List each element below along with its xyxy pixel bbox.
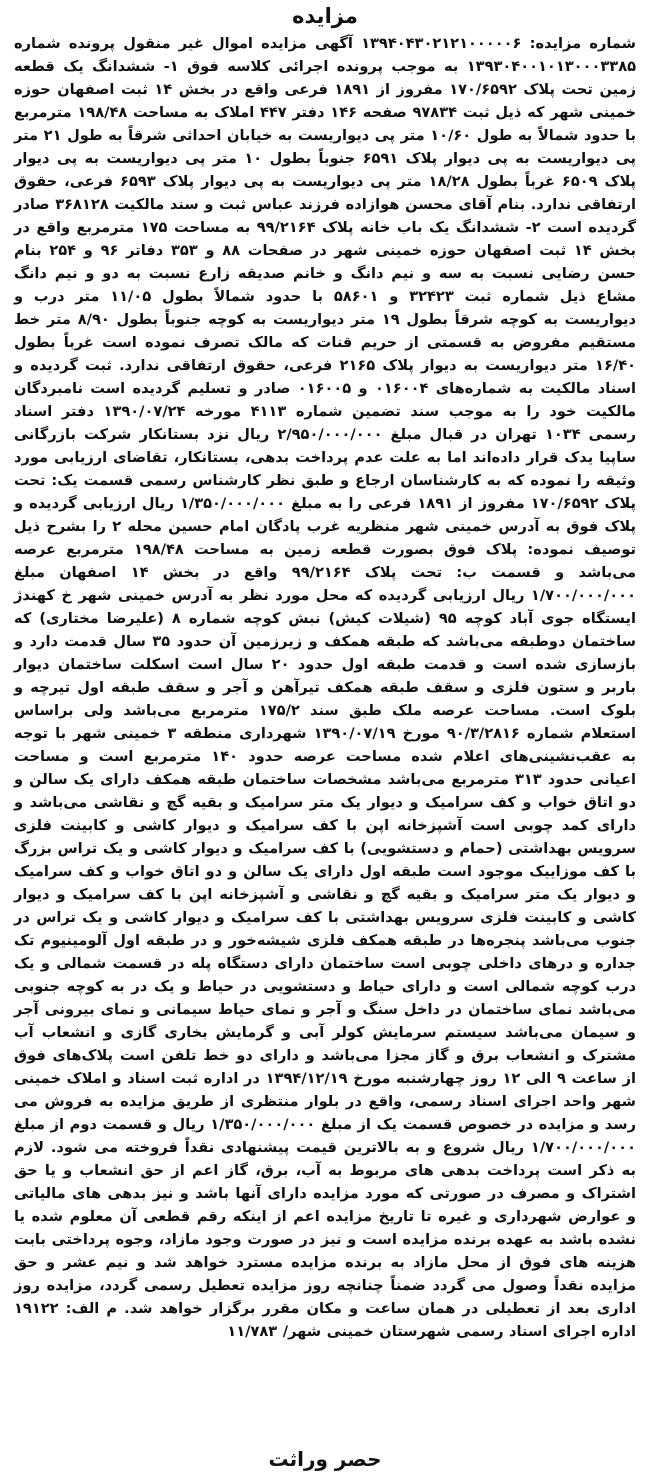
notice-title: مزایده — [292, 4, 358, 28]
next-notice-heading: حصر وراثت — [268, 1447, 382, 1471]
notice-body: شماره مزایده: ۱۳۹۴۰۴۳۰۲۱۲۱۰۰۰۰۰۶ آگهی مزایده اموال غیر منقول پرونده شماره ۱۳۹۳۰۴۰۰۱۰۱۳۰۰۰۳۳۸۵ به موجب پرونده اجرائی کلاسه فوق ۱- ششدانگ یک قطعه زمین تحت پلاک ۱۷۰/۶۵۹۲ مفروز از ۱۸۹۱ فرعی واقع در بخش ۱۴ ثبت اصفهان حوزه خمینی شهر که ذیل ثبت ۹۷۸۳۴ صفحه ۱۴۶ دفتر ۴۴۷ املاک به مساحت ۱۹۸/۴۸ مترمربع با حدود شمالاً به طول ۱۰/۶۰ متر پی دیواریست به خیابان احداثی شرقاً به طول ۲۱ متر پی دیواریست به پی دیوار پلاک ۶۵۹۱ جنوباً بطول ۱۰ متر پی دیواریست به پی دیوار پلاک ۶۵۰۹ غرباً بطول ۱۸/۲۸ متر پی دیواریست به پی دیوار پلاک ۶۵۹۳ فرعی، حقوق ارتفاقی ندارد. بنام آقای محسن هوازاده فرزند عباس ثبت و سند مالکیت ۳۶۸۱۲۸ صادر گردیده است ۲- ششدانگ یک باب خانه پلاک ۹۹/۲۱۶۴ به مساحت ۱۷۵ مترمربع واقع در بخش ۱۴ ثبت اصفهان حوزه خمینی شهر در صفحات ۸۸ و ۳۵۳ دفاتر ۹۶ و ۲۵۴ بنام حسن رضایی نسبت به سه و نیم دانگ و خانم صدیقه زارع نسبت به دو و نیم دانگ مشاع ذیل شماره ثبت ۳۲۴۲۳ و ۵۸۶۰۱ با حدود شمالاً بطول ۱۱/۰۵ متر درب و دیواریست به کوچه شرقاً بطول ۱۹ متر دیواریست به کوچه جنوباً بطول ۸/۹۰ متر خط مستقیم مفروض به قسمتی از حریم قنات که مالک تصرف نموده است غرباً بطول ۱۶/۴۰ متر دیواریست به دیوار پلاک ۲۱۶۵ فرعی، حقوق ارتفاقی ندارد. ثبت گردیده و اسناد مالکیت به شماره‌های ۰۱۶۰۰۴ و ۰۱۶۰۰۵ صادر و تسلیم گردیده است نامبردگان مالکیت خود را به موجب سند تضمین شماره ۴۱۱۳ مورخه ۱۳۹۰/۰۷/۲۴ دفتر اسناد رسمی ۱۰۳۴ تهران در قبال مبلغ ۲/۹۵۰/۰۰۰/۰۰۰ ریال نزد بستانکار شرکت بازرگانی ساپیا یدک قرار داده‌اند اما به علت عدم پرداخت بدهی، بستانکار، تقاضای ارزیابی مورد وثیقه را نموده که به کارشناسان ارجاع و طبق نظر کارشناس رسمی قسمت یک: تحت پلاک ۱۷۰/۶۵۹۲ مفروز از ۱۸۹۱ فرعی را به مبلغ ۱/۳۵۰/۰۰۰/۰۰۰ ریال ارزیابی گردیده و پلاک فوق به آدرس خمینی شهر منظریه غرب پادگان امام حسین محله ۲ را بشرح ذیل توصیف نموده: پلاک فوق بصورت قطعه زمین به مساحت ۱۹۸/۴۸ مترمربع عرصه می‌باشد و قسمت ب: تحت پلاک ۹۹/۲۱۶۴ واقع در بخش ۱۴ اصفهان مبلغ ۱/۷۰۰/۰۰۰/۰۰۰ ریال ارزیابی گردیده که محل مورد نظر به آدرس خمینی شهر خ کهندژ ایستگاه جوی آباد کوچه ۹۵ (شیلات کیش) نبش کوچه شماره ۸ (علیرضا مختاری) که ساختمان دوطبقه می‌باشد که طبقه همکف و زیرزمین آن حدود ۳۵ سال قدمت دارد و بازسازی شده است و قدمت طبقه اول حدود ۲۰ سال است اسکلت ساختمان دیوار باربر و ستون فلزی و سقف طبقه همکف تیرآهن و آجر و سقف طبقه اول تیرچه و بلوک است. مساحت عرصه ملک طبق سند ۱۷۵/۲ مترمربع می‌باشد ولی براساس استعلام شماره ۹۰/۳/۲۸۱۶ مورخ ۱۳۹۰/۰۷/۱۹ شهرداری منطقه ۳ خمینی شهر با توجه به عقب‌نشینی‌های اعلام شده مساحت عرصه حدود ۱۴۰ مترمربع است و مساحت اعیانی حدود ۳۱۳ مترمربع می‌باشد مشخصات ساختمان طبقه همکف دارای یک سالن و دو اتاق خواب و کف سرامیک و دیوار یک متر سرامیک و بقیه گچ و نقاشی می‌باشد و دارای کمد چوبی است آشپزخانه اپن با کف سرامیک و دیوار کاشی و کابینت فلزی سرویس بهداشتی (حمام و دستشویی) با کف سرامیک و دیوار کاشی و یک تراس بزرگ با کف موزاییک موجود است طبقه اول دارای یک سالن و دو اتاق خواب و کف سرامیک و دیوار یک متر سرامیک و بقیه گچ و نقاشی و آشپزخانه اپن با کف سرامیک و دیوار کاشی و کابینت فلزی سرویس بهداشتی با کف سرامیک و دیوار کاشی و یک تراس در جنوب می‌باشد پنجره‌ها در طبقه همکف فلزی شیشه‌خور و در طبقه اول آلومینیوم تک جداره و درهای داخلی چوبی است ساختمان دارای دستگاه پله در قسمت شمالی و یک درب کوچه شمالی است و دارای حیاط و دستشویی در حیاط و یک در به کوچه جنوبی می‌باشد نمای ساختمان در داخل سنگ و آجر و نمای حیاط سیمانی و نمای بیرونی آجر و سیمان می‌باشد سیستم سرمایش کولر آبی و گرمایش بخاری گازی و انشعاب آب مشترک و انشعاب برق و گاز مجزا می‌باشد و دارای دو خط تلفن است پلاک‌های فوق از ساعت ۹ الی ۱۲ روز چهارشنبه مورخ ۱۳۹۴/۱۲/۱۹ در اداره ثبت اسناد و املاک خمینی شهر واحد اجرای اسناد رسمی، واقع در بلوار منتظری از طریق مزایده به فروش می رسد و مزایده در خصوص قسمت یک از مبلغ ۱/۳۵۰/۰۰۰/۰۰۰ ریال و قسمت دوم از مبلغ ۱/۷۰۰/۰۰۰/۰۰۰ ریال شروع و به بالاترین قیمت پیشنهادی نقداً فروخته می شود. لازم به ذکر است پرداخت بدهی های مربوط به آب، برق، گاز اعم از حق انشعاب و یا حق اشتراک و مصرف در صورتی که مورد مزایده دارای آنها باشد و نیز بدهی های مالیاتی و عوارض شهرداری و غیره تا تاریخ مزایده اعم از اینکه رقم قطعی آن معلوم شده یا نشده باشد به عهده برنده مزایده است و نیز در صورت وجود مازاد، وجوه پرداختی بابت هزینه های فوق از محل مازاد به برنده مزایده مسترد خواهد شد و نیم عشر و حق مزایده نقداً وصول می گردد ضمناً چنانچه روز مزایده تعطیل رسمی گردد، مزایده روز اداری بعد از تعطیلی در همان ساعت و مکان مقرر برگزار خواهد شد. م الف: ۱۹۱۲۲ اداره اجرای اسناد رسمی شهرستان خمینی شهر/ ۱۱/۷۸۳ — [14, 35, 637, 1340]
